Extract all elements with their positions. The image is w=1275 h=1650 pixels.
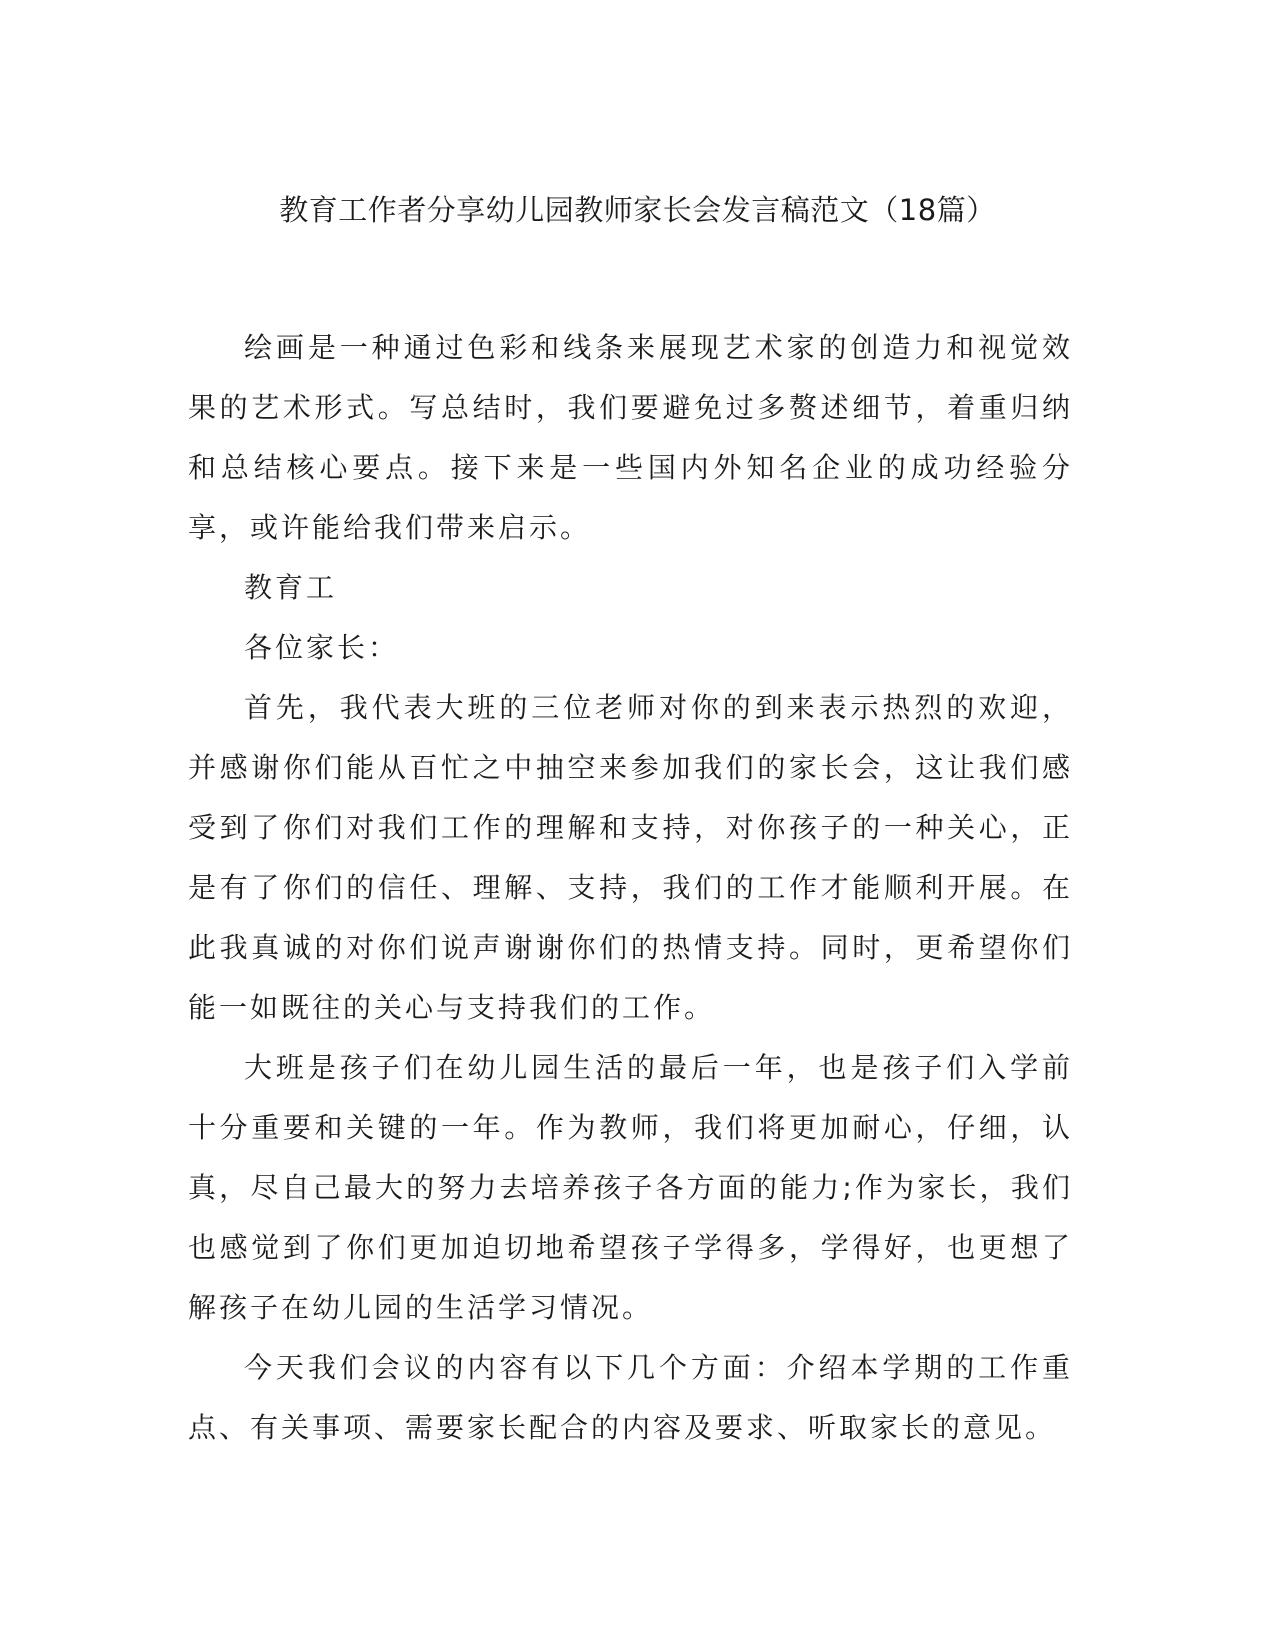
paragraph-heading-fragment: 教育工 bbox=[244, 571, 338, 604]
paragraph-senior-class: 大班是孩子们在幼儿园生活的最后一年，也是孩子们入学前十分重要和关键的一年。作为教师，我们将更加耐心，仔细，认真，尽自己最大的努力去培养孩子各方面的能力;作为家长，我们也感觉到了你们更加迫切地希望孩子学得多，学得好，也更想了解孩子在幼儿园的生活学习情况。 bbox=[188, 1051, 1073, 1324]
document-body bbox=[188, 318, 1073, 1458]
paragraph-welcome: 首先，我代表大班的三位老师对你的到来表示热烈的欢迎，并感谢你们能从百忙之中抽空来参加我们的家长会，这让我们感受到了你们对我们工作的理解和支持，对你孩子的一种关心，正是有了你们的信任、理解、支持，我们的工作才能顺利开展。在此我真诚的对你们说声谢谢你们的热情支持。同时，更希望你们能一如既往的关心与支持我们的工作。 bbox=[188, 691, 1073, 1024]
paragraph-salutation: 各位家长： bbox=[244, 631, 400, 664]
paragraph-intro: 绘画是一种通过色彩和线条来展现艺术家的创造力和视觉效果的艺术形式。写总结时，我们要避免过多赘述细节，着重归纳和总结核心要点。接下来是一些国内外知名企业的成功经验分享，或许能给我们带来启示。 bbox=[188, 331, 1073, 544]
document-title: 教育工作者分享幼儿园教师家长会发言稿范文（18篇） bbox=[279, 193, 996, 227]
paragraph-agenda: 今天我们会议的内容有以下几个方面：介绍本学期的工作重点、有关事项、需要家长配合的内容及要求、听取家长的意见。 bbox=[188, 1351, 1073, 1444]
